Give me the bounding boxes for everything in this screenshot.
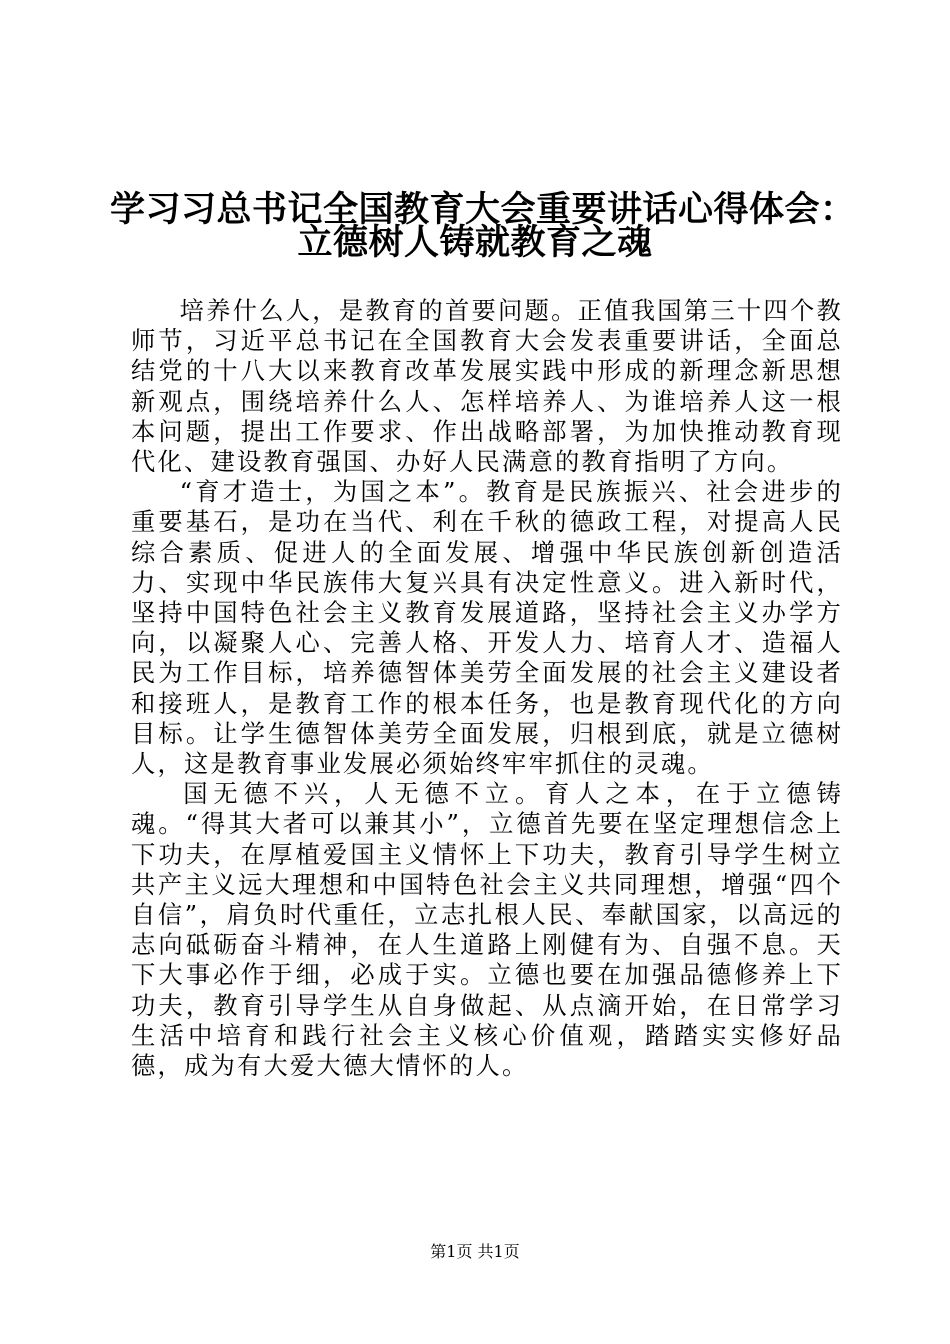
body-paragraph-3: 国无德不兴，人无德不立。育人之本，在于立德铸魂。“得其大者可以兼其小”，立德首先要在坚定理想信念上下功夫，在厚植爱国主义情怀上下功夫，教育引导学生树立共产主义远大理想和中国特色社会主义共同理想，增强“四个自信”，肩负时代重任，立志扎根人民、奉献国家，以高远的志向砥砺奋斗精神，在人生道路上刚健有为、自强不息。天下大事必作于细，必成于实。立德也要在加强品德修养上下功夫，教育引导学生从自身做起、从点滴开始，在日常学习生活中培育和践行社会主义核心价值观，踏踏实实修好品德，成为有大爱大德大情怀的人。 <box>131 779 843 1081</box>
body-paragraph-1: 培养什么人，是教育的首要问题。正值我国第三十四个教师节，习近平总书记在全国教育大会发表重要讲话，全面总结党的十八大以来教育改革发展实践中形成的新理念新思想新观点，围绕培养什么人、怎样培养人、为谁培养人这一根本问题，提出工作要求、作出战略部署，为加快推动教育现代化、建设教育强国、办好人民满意的教育指明了方向。 <box>131 296 843 477</box>
body-paragraph-2: “育才造士，为国之本”。教育是民族振兴、社会进步的重要基石，是功在当代、利在千秋的德政工程，对提高人民综合素质、促进人的全面发展、增强中华民族创新创造活力、实现中华民族伟大复兴具有决定性意义。进入新时代，坚持中国特色社会主义教育发展道路，坚持社会主义办学方向，以凝聚人心、完善人格、开发人力、培育人才、造福人民为工作目标，培养德智体美劳全面发展的社会主义建设者和接班人，是教育工作的根本任务，也是教育现代化的方向目标。让学生德智体美劳全面发展，归根到底，就是立德树人，这是教育事业发展必须始终牢牢抓住的灵魂。 <box>131 477 843 779</box>
document-title-line-1: 学习习总书记全国教育大会重要讲话心得体会： <box>110 189 856 230</box>
page-footer: 第1页 共1页 <box>430 1242 520 1261</box>
document-title-line-2: 立德树人铸就教育之魂 <box>297 222 653 263</box>
document-body <box>131 296 843 1081</box>
